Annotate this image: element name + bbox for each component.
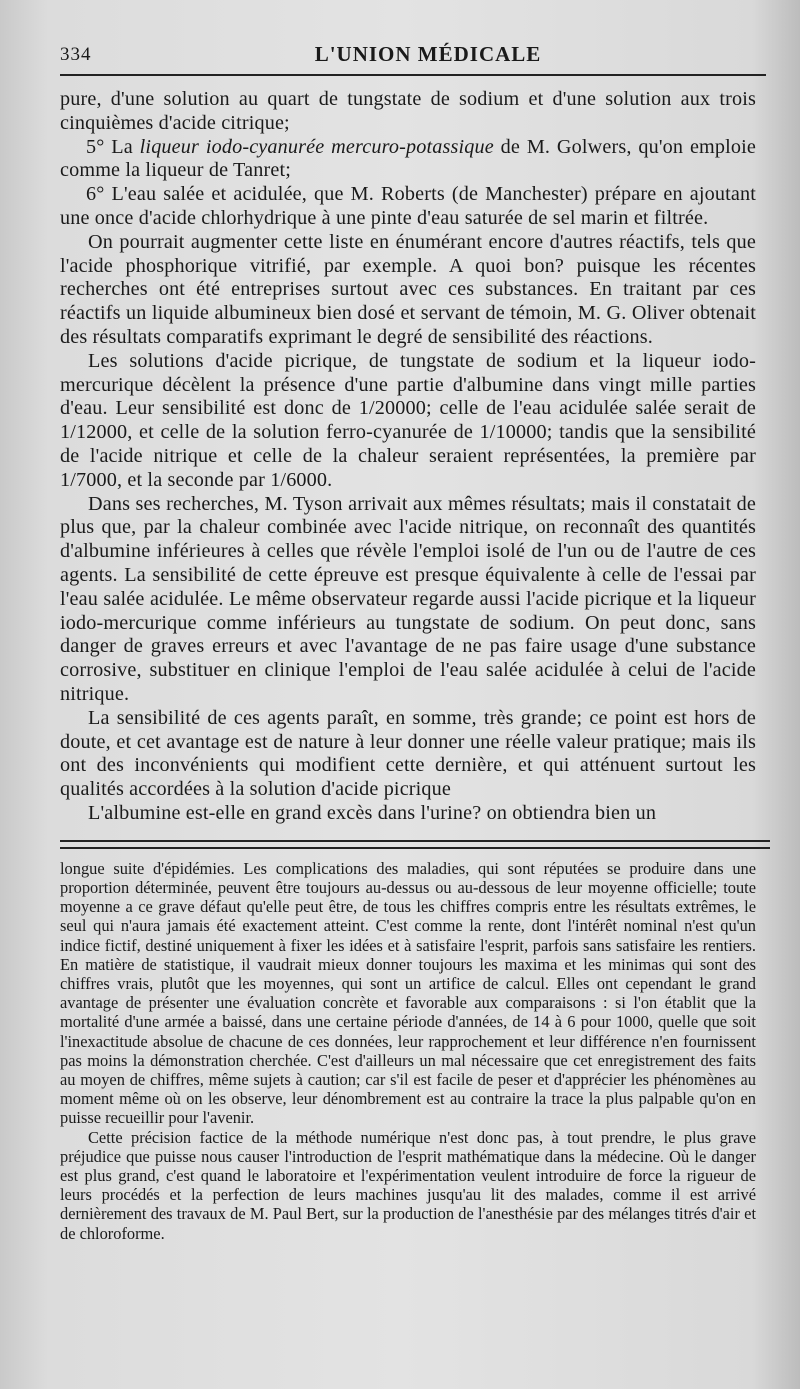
page-number: 334 [60, 44, 92, 65]
footnote [60, 859, 756, 1243]
footnote-separator [60, 840, 770, 849]
footnote-paragraph-1: longue suite d'épidémies. Les complications des maladies, qui sont réputées se produire dans une proportion déterminée, peuvent être toujours au-dessus ou au-dessous de leur moyenne officielle; toute moyenne a ce grave défaut qu'elle peut être, de tous les chiffres compris entre les résultats extrêmes, le seul qui n'aura jamais été exactement atteint. C'est comme la rente, dont l'intérêt nominal n'est qu'un indice fictif, destiné uniquement à fixer les idées et à satisfaire l'esprit, parfois sans satisfaire les rentiers. En matière de statistique, il vaudrait mieux donner toujours les maxima et les minimas qui sont des chiffres vrais, plutôt que les moyennes, qui sont un artifice de calcul. Elles ont cependant le grand avantage de présenter une évaluation concrète et favorable aux comparaisons : si l'on établit que la mortalité d'une armée a baissé, dans une certaine période d'années, de 14 à 6 pour 1000, quelle que soit l'inexactitude absolue de chacune de ces données, leur rapprochement et leur différence n'en fournissent pas moins la démonstration cherchée. C'est d'ailleurs un mal nécessaire que cet enregistrement des faits au moyen de chiffres, même sujets à caution; car s'il est facile de peser et d'apprécier les phénomènes au moment même où on les observe, leur dénombrement est au contraire la trace la plus palpable qu'on en puisse recueillir pour l'avenir. [60, 858, 756, 1128]
page-header [60, 40, 756, 74]
paragraph-2-suffix: de M. Golwers, qu'on emploie comme la liqueur de Tanret; [60, 135, 757, 182]
paragraph-2 [60, 136, 756, 184]
paragraph-5: Les solutions d'acide picrique, de tungstate de sodium et la liqueur iodo-mercurique décèlent la présence d'une partie d'albumine dans vingt mille parties d'eau. Leur sensibilité est donc de 1/20000; celle de l'eau acidulée salée serait de 1/12000, et celle de la solution ferro-cyanurée de 1/10000; tandis que la sensibilité de l'acide nitrique et celle de la chaleur seraient représentées, la première par 1/7000, et la seconde par 1/6000. [60, 349, 756, 491]
paragraph-6: Dans ses recherches, M. Tyson arrivait aux mêmes résultats; mais il constatait de plus que, par la chaleur combinée avec l'acide nitrique, on reconnaît des quantités d'albumine inférieures à celles que révèle l'emploi isolé de l'un ou de l'autre de ces agents. La sensibilité de cette épreuve est presque équivalente à celle de l'essai par l'eau salée acidulée. Le même observateur regarde aussi l'acide picrique et la liqueur iodo-mercurique comme inférieurs au tungstate de sodium. On peut donc, sans danger de graves erreurs et avec l'avantage de ne pas faire usage d'une substance corrosive, substituer en clinique l'emploi de l'eau salée acidulée à celui de l'acide nitrique. [60, 492, 756, 705]
main-text [60, 88, 756, 826]
paragraph-4: On pourrait augmenter cette liste en énumérant encore d'autres réactifs, tels que l'acide phosphorique vitrifié, par exemple. A quoi bon? puisque les récentes recherches ont été entreprises surtout avec ces substances. En traitant par ces réactifs un liquide albumineux bien dosé et servant de témoin, M. G. Oliver obtenait des résultats comparatifs exprimant le degré de sensibilité des réactions. [60, 230, 756, 348]
paragraph-7: La sensibilité de ces agents paraît, en somme, très grande; ce point est hors de doute, et cet avantage est de nature à leur donner une réelle valeur pratique; mais ils ont des inconvénients qui modifient cette dernière, et qui atténuent surtout les qualités accordées à la solution d'acide picrique [60, 706, 756, 801]
footnote-paragraph-2: Cette précision factice de la méthode numérique n'est donc pas, à tout prendre, le plus grave préjudice que puisse nous causer l'introduction de l'esprit mathématique dans la médecine. Où le danger est plus grand, c'est quand le laboratoire et l'expérimentation veulent introduire de force la rigueur de leurs procédés et la perfection de leurs machines jusqu'au lit des malades, comme il est arrivé dernièrement des travaux de M. Paul Bert, sur la production de l'anesthésie par des mélanges titrés d'air et de chloroforme. [60, 1127, 756, 1243]
paragraph-2-prefix: 5° La [86, 135, 140, 158]
paragraph-2-italic: liqueur iodo-cyanurée mercuro-potassique [139, 135, 494, 158]
paragraph-8: L'albumine est-elle en grand excès dans l'urine? on obtiendra bien un [88, 801, 657, 824]
header-rule [60, 74, 766, 76]
paragraph-1: pure, d'une solution au quart de tungstate de sodium et d'une solution aux trois cinquièmes d'acide citrique; [60, 88, 756, 134]
running-title: L'UNION MÉDICALE [314, 42, 542, 66]
paragraph-3: 6° L'eau salée et acidulée, que M. Roberts (de Manchester) prépare en ajoutant une once d'acide chlorhydrique à une pinte d'eau saturée de sel marin et filtrée. [60, 183, 756, 229]
